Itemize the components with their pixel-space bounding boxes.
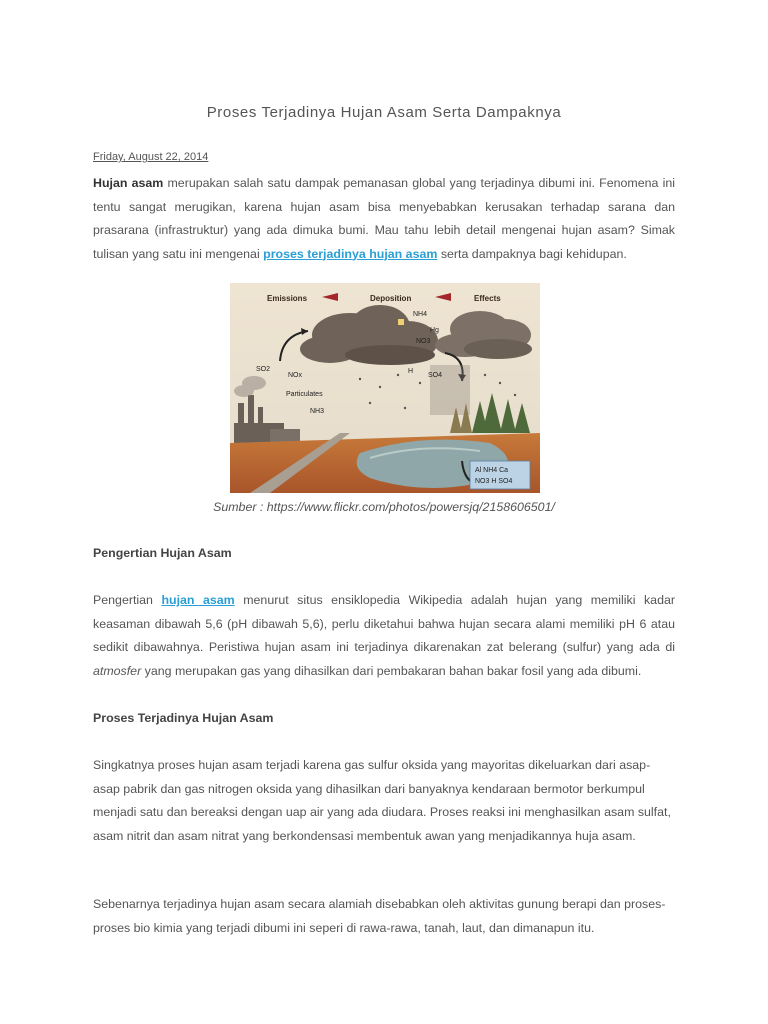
definition-italic: atmosfer [93,663,142,678]
definition-link[interactable]: hujan asam [161,593,235,607]
intro-text-1: merupakan salah satu dampak pemanasan global yang terjadinya dibumi ini. Fenomena ini tentu sangat merugikan, karena hujan asam bisa menyebabkan kerusakan terhadap sarana dan prasarana (infrastruktur) yang ada dimuka bumi. Mau tahu lebih detail mengenai hujan asam? Simak tulisan yang satu ini mengenai [93,176,675,261]
intro-text-2: serta dampaknya bagi kehidupan. [437,246,627,261]
intro-paragraph [93,172,675,266]
intro-bold-term: Hujan asam [93,176,164,190]
label-emissions: Emissions [267,294,308,303]
label-particulates: Particulates [286,391,323,398]
definition-pre: Pengertian [93,593,162,607]
intro-link[interactable]: proses terjadinya hujan asam [263,246,438,261]
definition-text-2: yang merupakan gas yang dihasilkan dari pembakaran bahan bakar fosil yang ada dibumi. [141,663,642,678]
label-deposition: Deposition [370,294,412,303]
label-h: H [408,368,414,375]
label-hg: Hg [430,327,439,334]
label-nox: NOx [288,372,302,379]
article-title: Proses Terjadinya Hujan Asam Serta Dampaknya [206,104,562,121]
process-paragraph-1: Singkatnya proses hujan asam terjadi karena gas sulfur oksida yang mayoritas dikeluarkan dari asap-asap pabrik dan gas nitrogen oksida yang dihasilkan dari banyaknya kendaraan bermotor berkumpul menjadi satu dan bereaksi dengan uap air yang ada diudara. Proses reaksi ini menghasilkan asam sulfat, asam nitrit dan asam nitrat yang berkondensasi membentuk awan yang menjadikannya huja asam. [93,758,671,843]
post-date[interactable]: Friday, August 22, 2014 [93,151,209,163]
acid-rain-illustration [230,283,540,493]
label-no3: NO3 [416,338,431,345]
section-heading-process: Proses Terjadinya Hujan Asam [93,711,274,725]
label-so2: SO2 [256,366,271,373]
label-nh3: NH3 [310,408,325,415]
label-box-line2: NO3 H SO4 [475,478,513,485]
section-heading-definition: Pengertian Hujan Asam [93,546,232,560]
label-so4: SO4 [428,372,443,379]
definition-paragraph [93,589,675,683]
process-paragraph-2: Sebenarnya terjadinya hujan asam secara alamiah disebabkan oleh aktivitas gunung berapi dan proses-proses bio kimia yang terjadi dibumi ini seperi di rawa-rawa, tanah, laut, dan dimanapun itu. [93,897,666,935]
label-nh4: NH4 [413,311,428,318]
label-effects: Effects [474,294,501,303]
label-box-line1: Al NH4 Ca [475,467,509,474]
figure-caption: Sumber : https://www.flickr.com/photos/powersjq/2158606501/ [213,500,555,514]
acid-rain-diagram [230,283,540,493]
definition-text-1: menurut situs ensiklopedia Wikipedia adalah hujan yang memiliki kadar keasaman dibawah 5,6 (pH dibawah 5,6), perlu diketahui bahwa hujan secara alami memiliki pH 6 atau sedikit dibawahnya. Peristiwa hujan asam ini terjadinya dikarenakan zat belerang (sulfur) yang ada di [93,593,675,654]
